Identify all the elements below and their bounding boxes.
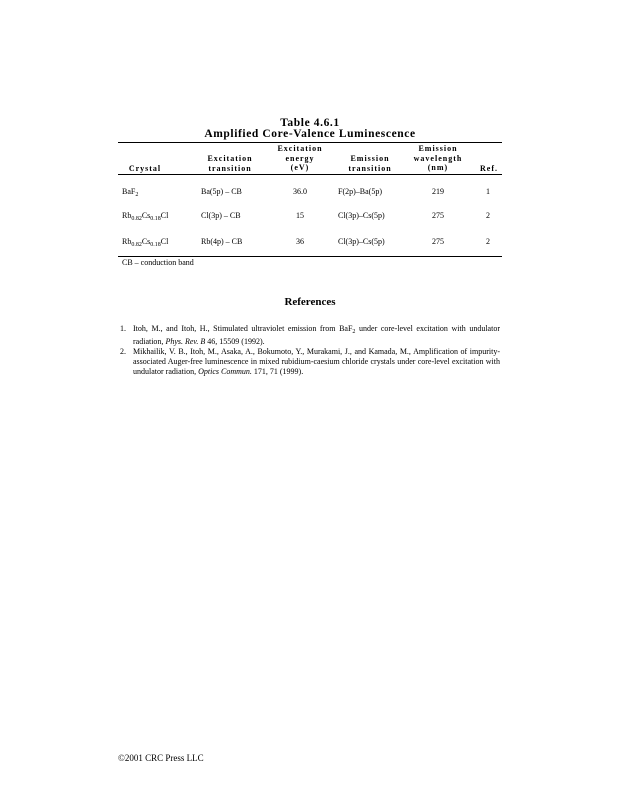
table-bottom-rule (118, 256, 502, 257)
reference-number: 2. (120, 347, 126, 356)
reference-text: Itoh, M., and Itoh, H., Stimulated ultraviolet emission from BaF$_2$ under core-level excitation with undulator radiation, Phys. Rev. B 46, 15509 (1992). (133, 324, 500, 347)
header-excitation-energy: Excitation energy (eV) (277, 144, 323, 172)
cell-excitation-transition: Ba(5p) – CB (201, 187, 242, 196)
cell-excitation-energy: 36.0 (293, 187, 307, 196)
cell-excitation-transition: Cl(3p) – CB (201, 211, 241, 220)
cell-crystal: BaF$_2$ (122, 187, 139, 198)
cell-emission-wavelength: 219 (432, 187, 444, 196)
copyright-footer: ©2001 CRC Press LLC (118, 753, 204, 763)
table-footnote: CB – conduction band (122, 258, 194, 267)
cell-excitation-energy: 15 (296, 211, 304, 220)
cell-excitation-energy: 36 (296, 237, 304, 246)
header-emission-wavelength: Emission wavelength (nm) (413, 144, 463, 172)
cell-ref: 1 (486, 187, 490, 196)
cell-emission-transition: F(2p)–Ba(5p) (338, 187, 382, 196)
cell-emission-transition: Cl(3p)–Cs(5p) (338, 211, 385, 220)
table-top-rule (118, 142, 502, 143)
table-caption: Amplified Core-Valence Luminescence (204, 128, 416, 140)
cell-excitation-transition: Rb(4p) – CB (201, 237, 243, 246)
table-header-rule (118, 174, 502, 175)
cell-emission-wavelength: 275 (432, 211, 444, 220)
reference-text: Mikhailik, V. B., Itoh, M., Asaka, A., Bokumoto, Y., Murakami, J., and Kamada, M., Amplification of impurity-associated Auger-free luminescence in mixed rubidium-caesium chloride crystals under core-level excitation with undulator radiation, Optics Commun. 171, 71 (1999). (133, 347, 500, 377)
cell-crystal: $Rb_{0.82}Cs_{0.18}Cl$ (122, 211, 169, 222)
header-ref: Ref. (480, 164, 498, 173)
cell-ref: 2 (486, 237, 490, 246)
reference-item (120, 347, 500, 378)
cell-crystal: $Rb_{0.82}Cs_{0.18}Cl$ (122, 237, 169, 248)
cell-emission-transition: Cl(3p)–Cs(5p) (338, 237, 385, 246)
cell-ref: 2 (486, 211, 490, 220)
reference-number: 1. (120, 324, 126, 333)
reference-item (120, 324, 500, 347)
header-emission-transition: Emission transition (348, 154, 392, 173)
header-crystal: Crystal (128, 164, 162, 173)
references-heading: References (284, 296, 336, 308)
table-number: Table 4.6.1 (280, 117, 340, 129)
cell-emission-wavelength: 275 (432, 237, 444, 246)
header-excitation-transition: Excitation transition (207, 154, 253, 173)
